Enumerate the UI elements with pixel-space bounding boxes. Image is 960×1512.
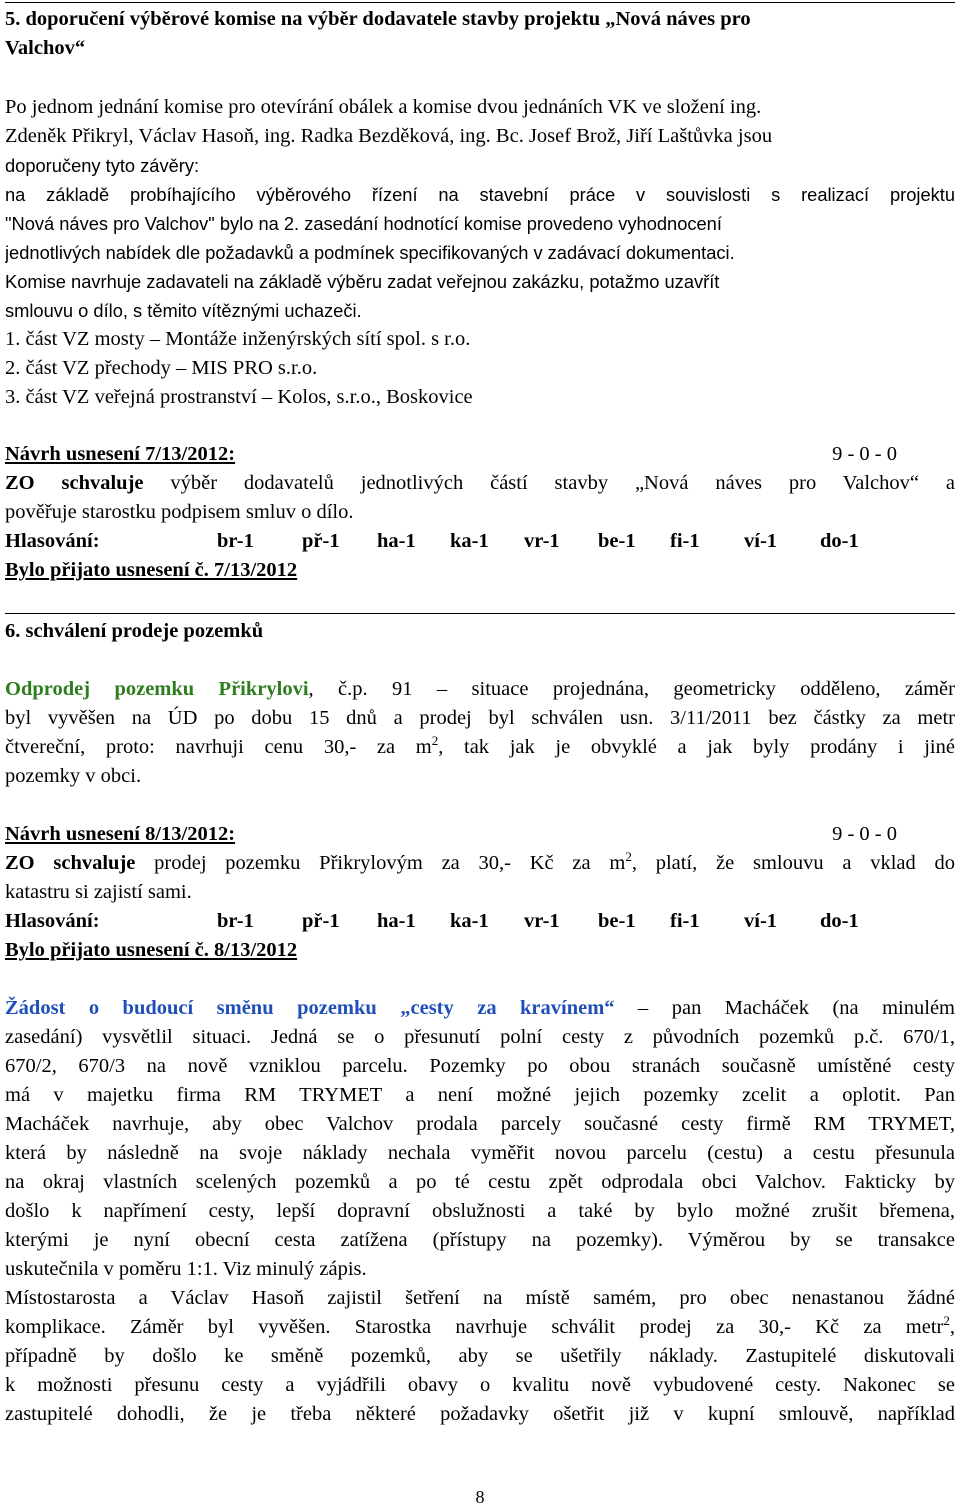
paragraph-line: "Nová náves pro Valchov" bylo na 2. zasedání hodnotící komise provedeno vyhodnocení (5, 213, 722, 234)
vote-entry: ha-1 (377, 910, 416, 932)
top-rule (5, 2, 955, 3)
vote-label: Hlasování: (5, 530, 100, 552)
section-divider (5, 613, 955, 614)
request-line: došlo k napřímení cesty, lepší dopravní obslužnosti a také by bylo možné zrušit břemena, (5, 1200, 955, 1222)
vote-row (5, 527, 955, 556)
request-line: Místostarosta a Václav Hasoň zajistil šetření na místě samém, pro obec nenastanou žádné (5, 1287, 955, 1309)
paragraph-line: doporučeny tyto závěry: (5, 155, 200, 176)
resolution-header (5, 440, 955, 469)
resolution-title: Návrh usnesení 8/13/2012: (5, 823, 236, 845)
sale-line: pozemky v obci. (5, 765, 142, 787)
vote-tally: 9 - 0 - 0 (832, 823, 897, 845)
vote-tally: 9 - 0 - 0 (832, 443, 897, 465)
vote-entry: fi-1 (670, 910, 700, 932)
list-item: 3. část VZ veřejná prostranství – Kolos, s.r.o., Boskovice (5, 386, 473, 408)
vote-entry: do-1 (820, 910, 859, 932)
resolution-accepted: Bylo přijato usnesení č. 7/13/2012 (5, 559, 298, 581)
vote-entry: br-1 (217, 530, 254, 552)
resolution-text: pověřuje starostku podpisem smluv o dílo. (5, 501, 354, 523)
list-item: 1. část VZ mosty – Montáže inženýrských sítí spol. s r.o. (5, 328, 471, 350)
request-line: uskutečnila v poměru 1:1. Viz minulý zápis. (5, 1258, 367, 1280)
request-line: případně by došlo ke směně pozemků, aby se ušetřily náklady. Zastupitelé diskutovali (5, 1345, 955, 1367)
request-line: kterými je nyní obecní cesta zatížena (přístupy na pozemky). Výměrou by se transakce (5, 1229, 955, 1251)
paragraph-line: jednotlivých nabídek dle požadavků a podmínek specifikovaných v zadávací dokumentaci. (5, 242, 735, 263)
resolution-text: ZO schvaluje prodej pozemku Přikrylovým za 30,- Kč za $m^2$, platí, že smlouvu a vklad do (5, 849, 955, 874)
vote-entry: vr-1 (524, 910, 560, 932)
request-line: zastupitelé dohodli, že je třeba některé požadavky ošetřit již v kupní smlouvě, například (5, 1403, 955, 1425)
vote-entry: př-1 (302, 530, 340, 552)
vote-entry: ka-1 (450, 530, 489, 552)
paragraph-line: smlouvu o dílo, s těmito vítěznými uchazeči. (5, 300, 362, 321)
vote-entry: ví-1 (744, 910, 778, 932)
resolution-accepted: Bylo přijato usnesení č. 8/13/2012 (5, 939, 298, 961)
vote-entry: ha-1 (377, 530, 416, 552)
request-line: na okraj vlastních scelených pozemků a po té cestu zpět odprodala obci Valchov. Fakticky by (5, 1171, 955, 1193)
vote-entry: be-1 (598, 530, 636, 552)
vote-entry: ka-1 (450, 910, 489, 932)
resolution-header (5, 820, 955, 849)
vote-entry: vr-1 (524, 530, 560, 552)
paragraph-line: Komise navrhuje zadavateli na základě výběru zadat veřejnou zakázku, potažmo uzavřít (5, 271, 720, 292)
request-line: komplikace. Záměr byl vyvěšen. Starostka navrhuje schválit prodej za 30,- Kč za metr$^2$, (5, 1313, 955, 1338)
sale-line: čtvereční, proto: navrhuji cenu 30,- za $m^2$, tak jak je obvyklé a jak byly prodány i jiné (5, 733, 955, 758)
section6-heading: 6. schválení prodeje pozemků (5, 620, 264, 642)
list-item: 2. část VZ přechody – MIS PRO s.r.o. (5, 357, 318, 379)
paragraph-line: Zdeněk Přikryl, Václav Hasoň, ing. Radka Bezděková, ing. Bc. Josef Brož, Jiří Laštůvka jsou (5, 125, 773, 147)
vote-entry: fi-1 (670, 530, 700, 552)
request-title: Žádost o budoucí směnu pozemku „cesty za kravínem“ (5, 997, 615, 1019)
vote-entry: br-1 (217, 910, 254, 932)
request-line: zasedání) vysvětlil situaci. Jedná se o přesunutí polní cesty z původních pozemků p.č. 670/1, (5, 1026, 955, 1048)
paragraph-line: na základě probíhajícího výběrového řízení na stavební práce v souvislosti s realizací projektu (5, 184, 955, 205)
resolution-text: katastru si zajistí sami. (5, 881, 192, 903)
vote-entry: do-1 (820, 530, 859, 552)
section5-heading-cont: Valchov“ (5, 37, 86, 59)
sale-title: Odprodej pozemku Přikrylovi (5, 678, 309, 700)
request-line: 670/2, 670/3 na nově vzniklou parcelu. Pozemky po obou stranách současně umístěné cesty (5, 1055, 955, 1077)
request-line: Žádost o budoucí směnu pozemku „cesty za kravínem“ – pan Macháček (na minulém (5, 997, 955, 1019)
vote-entry: př-1 (302, 910, 340, 932)
paragraph-line: Po jednom jednání komise pro otevírání obálek a komise dvou jednáních VK ve složení ing. (5, 96, 762, 118)
section5-heading: 5. doporučení výběrové komise na výběr dodavatele stavby projektu „Nová náves pro (5, 8, 751, 30)
sale-line: byl vyvěšen na ÚD po dobu 15 dnů a prodej byl schválen usn. 3/11/2011 bez částky za metr (5, 707, 955, 729)
vote-row (5, 907, 955, 936)
vote-entry: ví-1 (744, 530, 778, 552)
request-line: k možnosti přesunu cesty a vyjádřili obavy o kvalitu nově vybudovené cesty. Nakonec se (5, 1374, 955, 1396)
resolution-title: Návrh usnesení 7/13/2012: (5, 443, 236, 465)
request-line: Macháček navrhuje, aby obec Valchov prodala parcely současné cesty firmě RM TRYMET, (5, 1113, 955, 1135)
request-line: která by následně na svoje náklady nechala vyměřit novou parcelu (cestu) a cestu přesunula (5, 1142, 955, 1164)
resolution-text: ZO schvaluje výběr dodavatelů jednotlivých částí stavby „Nová náves pro Valchov“ a (5, 472, 955, 494)
page-number: 8 (475, 1487, 485, 1507)
vote-entry: be-1 (598, 910, 636, 932)
request-line: má v majetku firma RM TRYMET a není možné jejich pozemky zcelit a oplotit. Pan (5, 1084, 955, 1106)
vote-label: Hlasování: (5, 910, 100, 932)
sale-line: Odprodej pozemku Přikrylovi, č.p. 91 – situace projednána, geometricky odděleno, záměr (5, 678, 955, 700)
